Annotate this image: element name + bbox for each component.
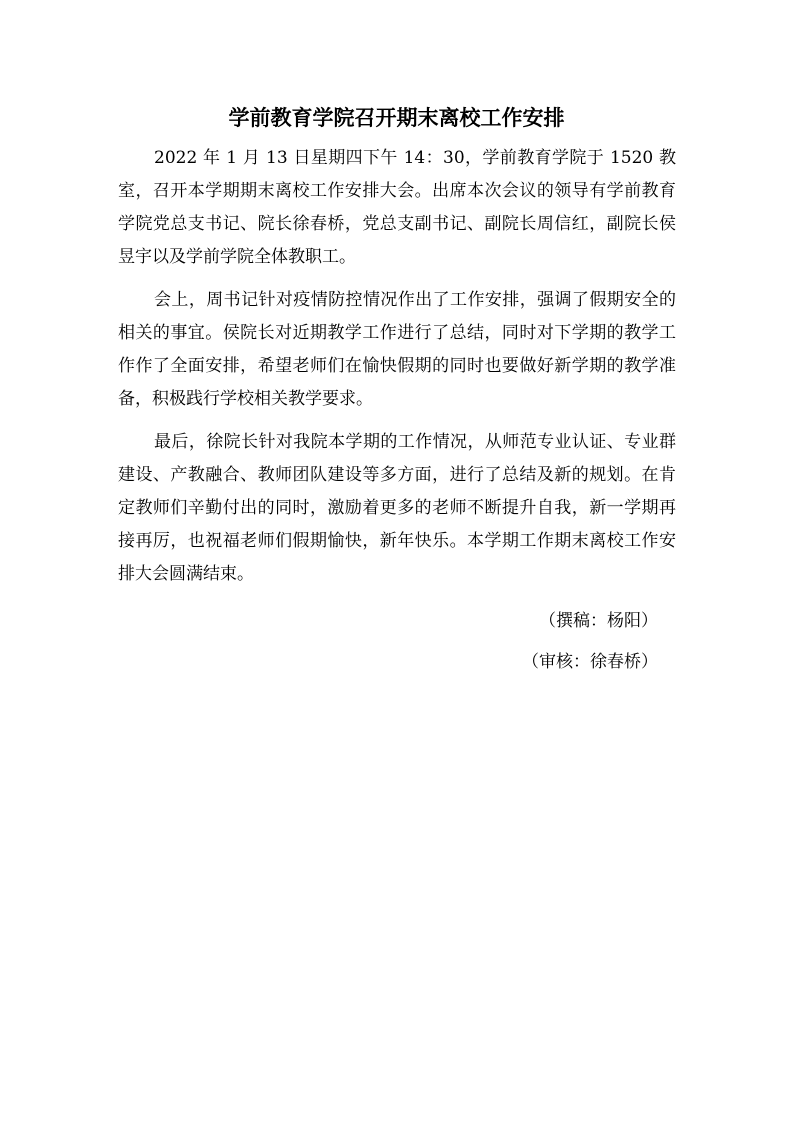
- paragraph-meeting-content: 会上，周书记针对疫情防控情况作出了工作安排，强调了假期安全的相关的事宜。侯院长对近期教学工作进行了总结，同时对下学期的教学工作作了全面安排，希望老师们在愉快假期的同时也要做好新学期的教学准备，积极践行学校相关教学要求。: [118, 290, 676, 409]
- reviewer-credit: （审核：徐春桥）: [522, 652, 658, 672]
- paragraph-meeting-info: 2022 年 1 月 13 日星期四下午 14：30，学前教育学院于 1520 教室，召开本学期期末离校工作安排大会。出席本次会议的领导有学前教育学院党总支书记、院长徐春桥，党总支副书记、副院长周信红，副院长侯昱宇以及学前学院全体教职工。: [118, 148, 676, 267]
- document-title: 学前教育学院召开期末离校工作安排: [228, 106, 565, 130]
- document-body: [118, 142, 676, 683]
- author-credit: （撰稿：杨阳）: [539, 611, 658, 631]
- paragraph-conclusion: 最后，徐院长针对我院本学期的工作情况，从师范专业认证、专业群建设、产教融合、教师团队建设等多方面，进行了总结及新的规划。在肯定教师们辛勤付出的同时，激励着更多的老师不断提升自我，新一学期再接再厉，也祝福老师们假期愉快，新年快乐。本学期工作期末离校工作安排大会圆满结束。: [118, 432, 676, 584]
